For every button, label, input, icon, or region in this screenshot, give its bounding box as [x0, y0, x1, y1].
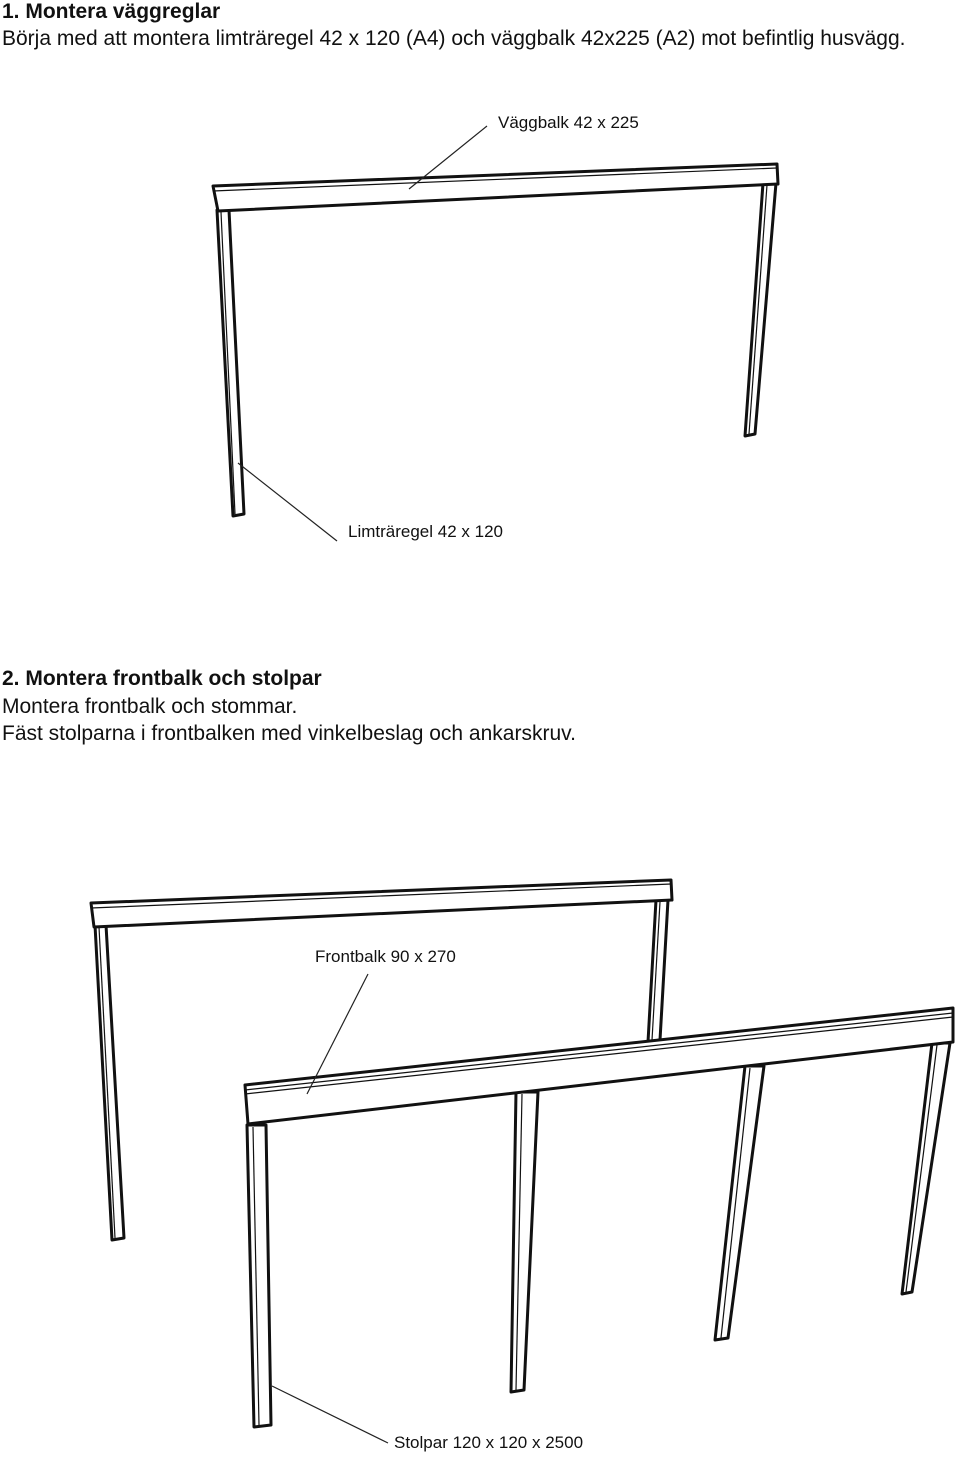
step2-front-beam [245, 1008, 953, 1124]
glulam-stud-label: Limträregel 42 x 120 [348, 522, 503, 541]
step2-back-left-post [95, 925, 124, 1240]
step2-front-post-2 [511, 1092, 538, 1392]
step1-heading: 1. Montera väggreglar [2, 0, 221, 23]
step2-instructions-line2: Fäst stolparna i frontbalken med vinkelbeslag och ankarskruv. [2, 722, 576, 745]
step2-front-post-4 [902, 1043, 950, 1294]
front-beam-label: Frontbalk 90 x 270 [315, 947, 456, 966]
step2-front-post-3 [715, 1066, 764, 1340]
step1-instructions: Börja med att montera limträregel 42 x 120 (A4) och väggbalk 42x225 (A2) mot befintlig husvägg. [2, 27, 906, 50]
wall-beam-label: Väggbalk 42 x 225 [498, 113, 639, 132]
posts-leader-line [272, 1386, 388, 1443]
step2-back-right-post [648, 900, 668, 1042]
step2-heading: 2. Montera frontbalk och stolpar [2, 667, 322, 690]
step2-front-post-1 [247, 1125, 271, 1427]
step2-instructions-line1: Montera frontbalk och stommar. [2, 695, 298, 718]
posts-label: Stolpar 120 x 120 x 2500 [394, 1433, 584, 1452]
